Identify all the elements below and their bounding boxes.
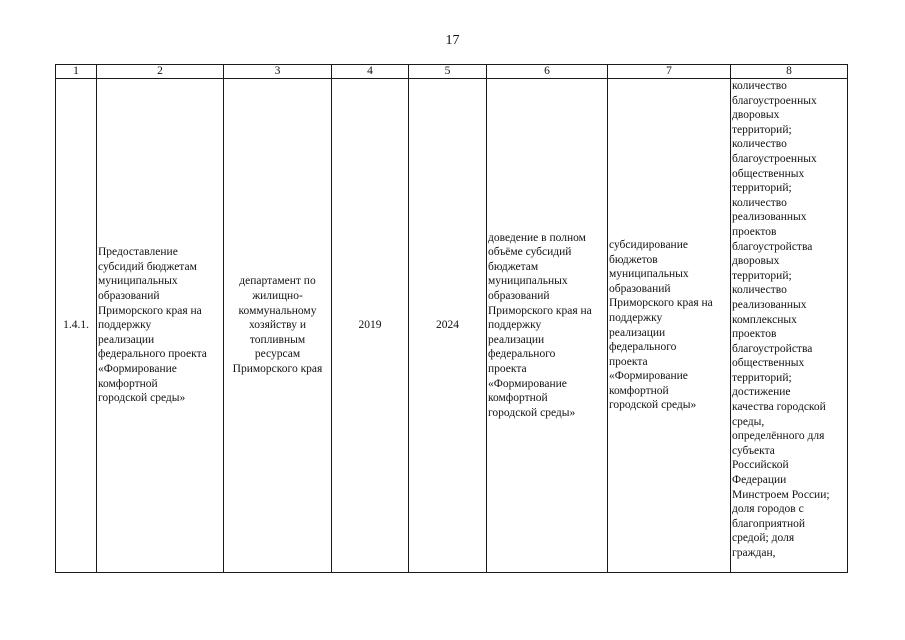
- text-line: коммунальному: [238, 304, 317, 317]
- header-cell: 8: [731, 65, 848, 79]
- text-line: Приморского края на: [98, 304, 202, 317]
- text-line: ресурсам: [254, 348, 301, 361]
- text-line: образований: [488, 290, 550, 303]
- text-line: благоустроенных: [732, 152, 817, 165]
- text-line: федерального проекта: [98, 348, 207, 361]
- text-line: комфортной: [609, 384, 669, 397]
- text-line: муниципальных: [609, 268, 689, 281]
- header-cell: 3: [224, 65, 332, 79]
- text-line: Российской: [732, 459, 789, 472]
- text-line: реализации: [609, 326, 666, 339]
- text-line: граждан,: [732, 547, 776, 559]
- text-line: городской среды»: [609, 399, 697, 412]
- text-line: общественных: [732, 357, 805, 370]
- header-cell: 6: [487, 65, 608, 79]
- text-line: количество: [732, 196, 787, 209]
- header-cell: 1: [56, 65, 97, 79]
- text-line: доля городов с: [732, 503, 804, 516]
- text-line: Приморского края на: [488, 304, 592, 317]
- text-line: среды,: [732, 415, 765, 428]
- text-line: реализованных: [732, 211, 807, 224]
- text-line: субъекта: [732, 444, 775, 457]
- text-line: благоустройства: [732, 240, 813, 253]
- item-number: 1.4.1.: [56, 79, 97, 573]
- text-line: Предоставление: [98, 246, 178, 259]
- text-line: департамент по: [239, 275, 316, 288]
- target-indicators: [731, 79, 848, 573]
- text-line: комплексных: [732, 313, 797, 326]
- text-line: дворовых: [732, 255, 780, 268]
- text-line: количество: [732, 138, 787, 151]
- header-cell: 7: [608, 65, 731, 79]
- text-line: общественных: [732, 167, 805, 180]
- text-line: городской среды»: [488, 406, 576, 419]
- text-line: хозяйству и: [249, 319, 306, 332]
- text-line: городской среды»: [98, 392, 186, 405]
- text-line: «Формирование: [488, 377, 567, 390]
- text-line: проекта: [609, 355, 648, 368]
- text-line: территорий;: [732, 182, 792, 195]
- text-line: федерального: [609, 341, 677, 354]
- text-line: жилищно-: [252, 290, 303, 303]
- text-line: образований: [98, 290, 160, 303]
- text-line: бюджетам: [488, 260, 539, 273]
- text-line: реализации: [488, 333, 545, 346]
- text-line: бюджетов: [609, 253, 658, 266]
- text-line: Федерации: [732, 474, 787, 487]
- text-line: муниципальных: [98, 275, 178, 288]
- text-line: благоприятной: [732, 517, 806, 530]
- text-line: благоустроенных: [732, 94, 817, 107]
- text-line: количество: [732, 80, 787, 92]
- header-row: [56, 65, 848, 79]
- text-line: дворовых: [732, 109, 780, 122]
- text-line: определённого для: [732, 430, 825, 443]
- text-line: доведение в полном: [488, 231, 586, 244]
- text-line: территорий;: [732, 269, 792, 282]
- text-line: поддержку: [488, 319, 542, 332]
- text-line: Минстроем России;: [732, 488, 830, 501]
- page-number: 17: [445, 33, 460, 48]
- text-line: реализации: [98, 333, 155, 346]
- text-line: муниципальных: [488, 275, 568, 288]
- end-year: 2024: [409, 79, 487, 573]
- text-line: субсидий бюджетам: [98, 260, 197, 273]
- text-line: комфортной: [98, 377, 158, 390]
- responsible-executor: [224, 79, 332, 573]
- text-line: «Формирование: [609, 370, 688, 383]
- header-cell: 5: [409, 65, 487, 79]
- text-line: количество: [732, 284, 787, 297]
- text-line: реализованных: [732, 298, 807, 311]
- text-line: качества городской: [732, 401, 826, 414]
- text-line: поддержку: [98, 319, 152, 332]
- header-cell: 4: [332, 65, 409, 79]
- start-year: 2019: [332, 79, 409, 573]
- text-line: проектов: [732, 328, 777, 341]
- text-line: «Формирование: [98, 362, 177, 375]
- table-row: [56, 79, 848, 573]
- text-line: территорий;: [732, 371, 792, 384]
- implementation-description: [608, 79, 731, 573]
- expected-result: [487, 79, 608, 573]
- text-line: проекта: [488, 362, 527, 375]
- text-line: федерального: [488, 348, 556, 361]
- text-line: образований: [609, 282, 671, 295]
- text-line: топливным: [249, 333, 306, 346]
- text-line: проектов: [732, 225, 777, 238]
- text-line: благоустройства: [732, 342, 813, 355]
- header-cell: 2: [97, 65, 224, 79]
- text-line: субсидирование: [609, 238, 688, 251]
- text-line: Приморского края на: [609, 297, 713, 310]
- text-line: объёме субсидий: [488, 246, 572, 259]
- text-line: поддержку: [609, 311, 663, 324]
- text-line: комфортной: [488, 392, 548, 405]
- text-line: средой; доля: [732, 532, 795, 545]
- program-table: [55, 64, 848, 573]
- text-line: территорий;: [732, 123, 792, 136]
- text-line: Приморского края: [232, 362, 323, 375]
- text-line: достижение: [732, 386, 791, 399]
- measure-name: [97, 79, 224, 573]
